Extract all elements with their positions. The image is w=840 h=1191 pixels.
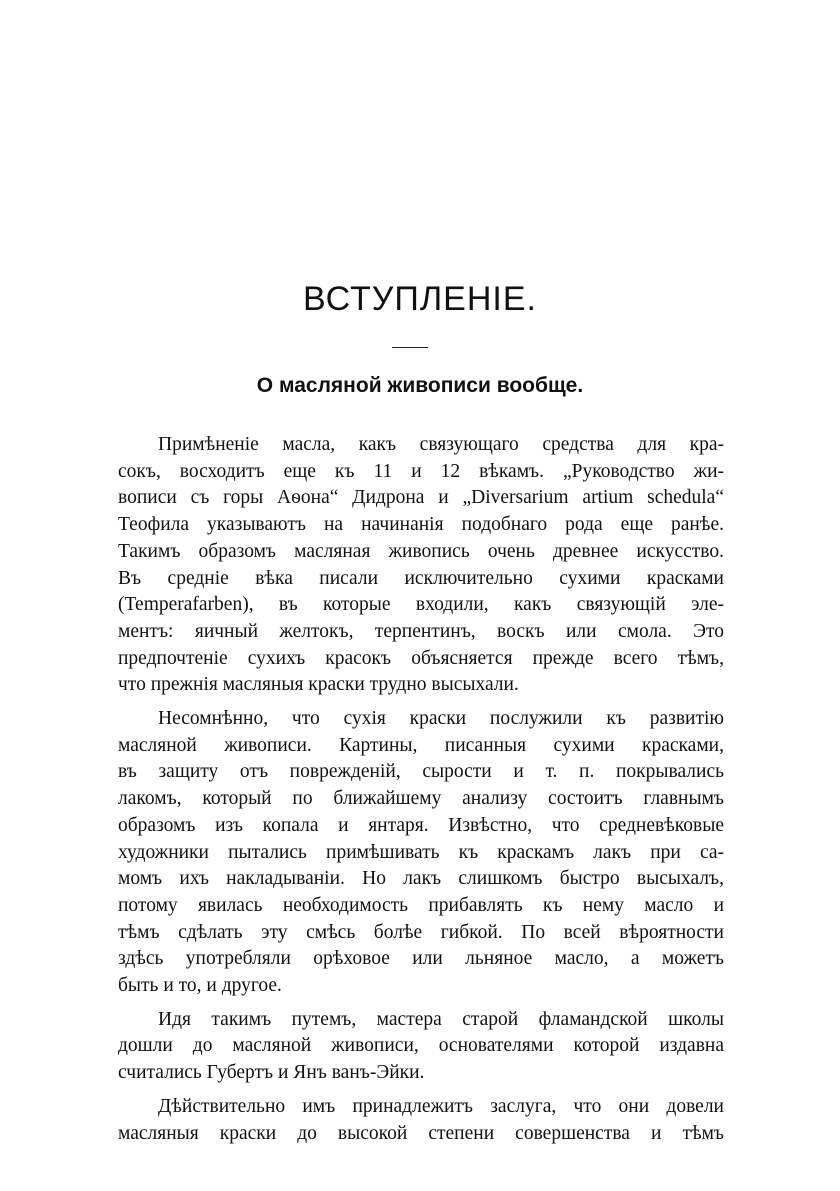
text-line: лакомъ, который по ближайшему анализу состоитъ главнымъ <box>118 788 724 810</box>
text-line: что прежнія масляныя краски трудно высыхали. <box>118 674 519 696</box>
text-line: вописи съ горы Аѳона“ Дидрона и „Diversarium artium schedula“ <box>118 487 724 509</box>
text-line: (Temperafarben), въ которые входили, какъ связующій эле- <box>118 594 724 616</box>
page-title: ВСТУПЛЕНІЕ. <box>303 280 537 318</box>
paragraph <box>118 1007 724 1087</box>
text-line: предпочтеніе сухихъ красокъ объясняется прежде всего тѣмъ, <box>118 647 724 669</box>
text-line: Теофила указываютъ на начинанія подобнаго рода еще ранѣе. <box>118 514 724 536</box>
text-line: художники пытались примѣшивать къ краскамъ лакъ при са- <box>118 841 724 863</box>
text-line: Идя такимъ путемъ, мастера старой фламандской школы <box>158 1008 724 1030</box>
text-line: Дѣйствительно имъ принадлежитъ заслуга, что они довели <box>158 1095 724 1117</box>
text-line: ментъ: яичный желтокъ, терпентинъ, воскъ или смола. Это <box>118 620 724 642</box>
text-line: Несомнѣнно, что сухія краски послужили къ развитію <box>158 708 724 730</box>
text-line: здѣсь употребляли орѣховое или льняное масло, а можетъ <box>118 948 724 970</box>
body-text <box>118 432 724 1154</box>
text-line: масляной живописи. Картины, писанныя сухими красками, <box>118 734 724 756</box>
text-line: образомъ изъ копала и янтаря. Извѣстно, что средневѣковые <box>118 814 724 836</box>
paragraph <box>118 432 724 699</box>
paragraph <box>118 1094 724 1147</box>
text-line: въ защиту отъ поврежденій, сырости и т. п. покрывались <box>118 761 724 783</box>
text-line: момъ ихъ накладываніи. Но лакъ слишкомъ быстро высыхалъ, <box>118 868 724 890</box>
title-divider <box>392 347 428 348</box>
text-line: Въ средніе вѣка писали исключительно сухими красками <box>118 567 724 589</box>
section-subtitle: О масляной живописи вообще. <box>256 374 584 397</box>
text-line: быть и то, и другое. <box>118 975 282 997</box>
text-line: Такимъ образомъ масляная живопись очень древнее искусство. <box>118 540 724 562</box>
text-line: масляныя краски до высокой степени совершенства и тѣмъ <box>118 1122 724 1144</box>
text-line: Примѣненіе масла, какъ связующаго средства для кра- <box>158 434 724 455</box>
text-line: дошли до масляной живописи, основателями которой издавна <box>118 1035 724 1057</box>
text-line: считались Губертъ и Янъ ванъ-Эйки. <box>118 1062 425 1084</box>
text-line: сокъ, восходитъ еще къ 11 и 12 вѣкамъ. „Руководство жи- <box>118 460 724 482</box>
text-line: тѣмъ сдѣлать эту смѣсь болѣе гибкой. По всей вѣроятности <box>118 921 724 943</box>
paragraph <box>118 706 724 1000</box>
text-line: потому явилась необходимость прибавлять къ нему масло и <box>118 894 724 916</box>
